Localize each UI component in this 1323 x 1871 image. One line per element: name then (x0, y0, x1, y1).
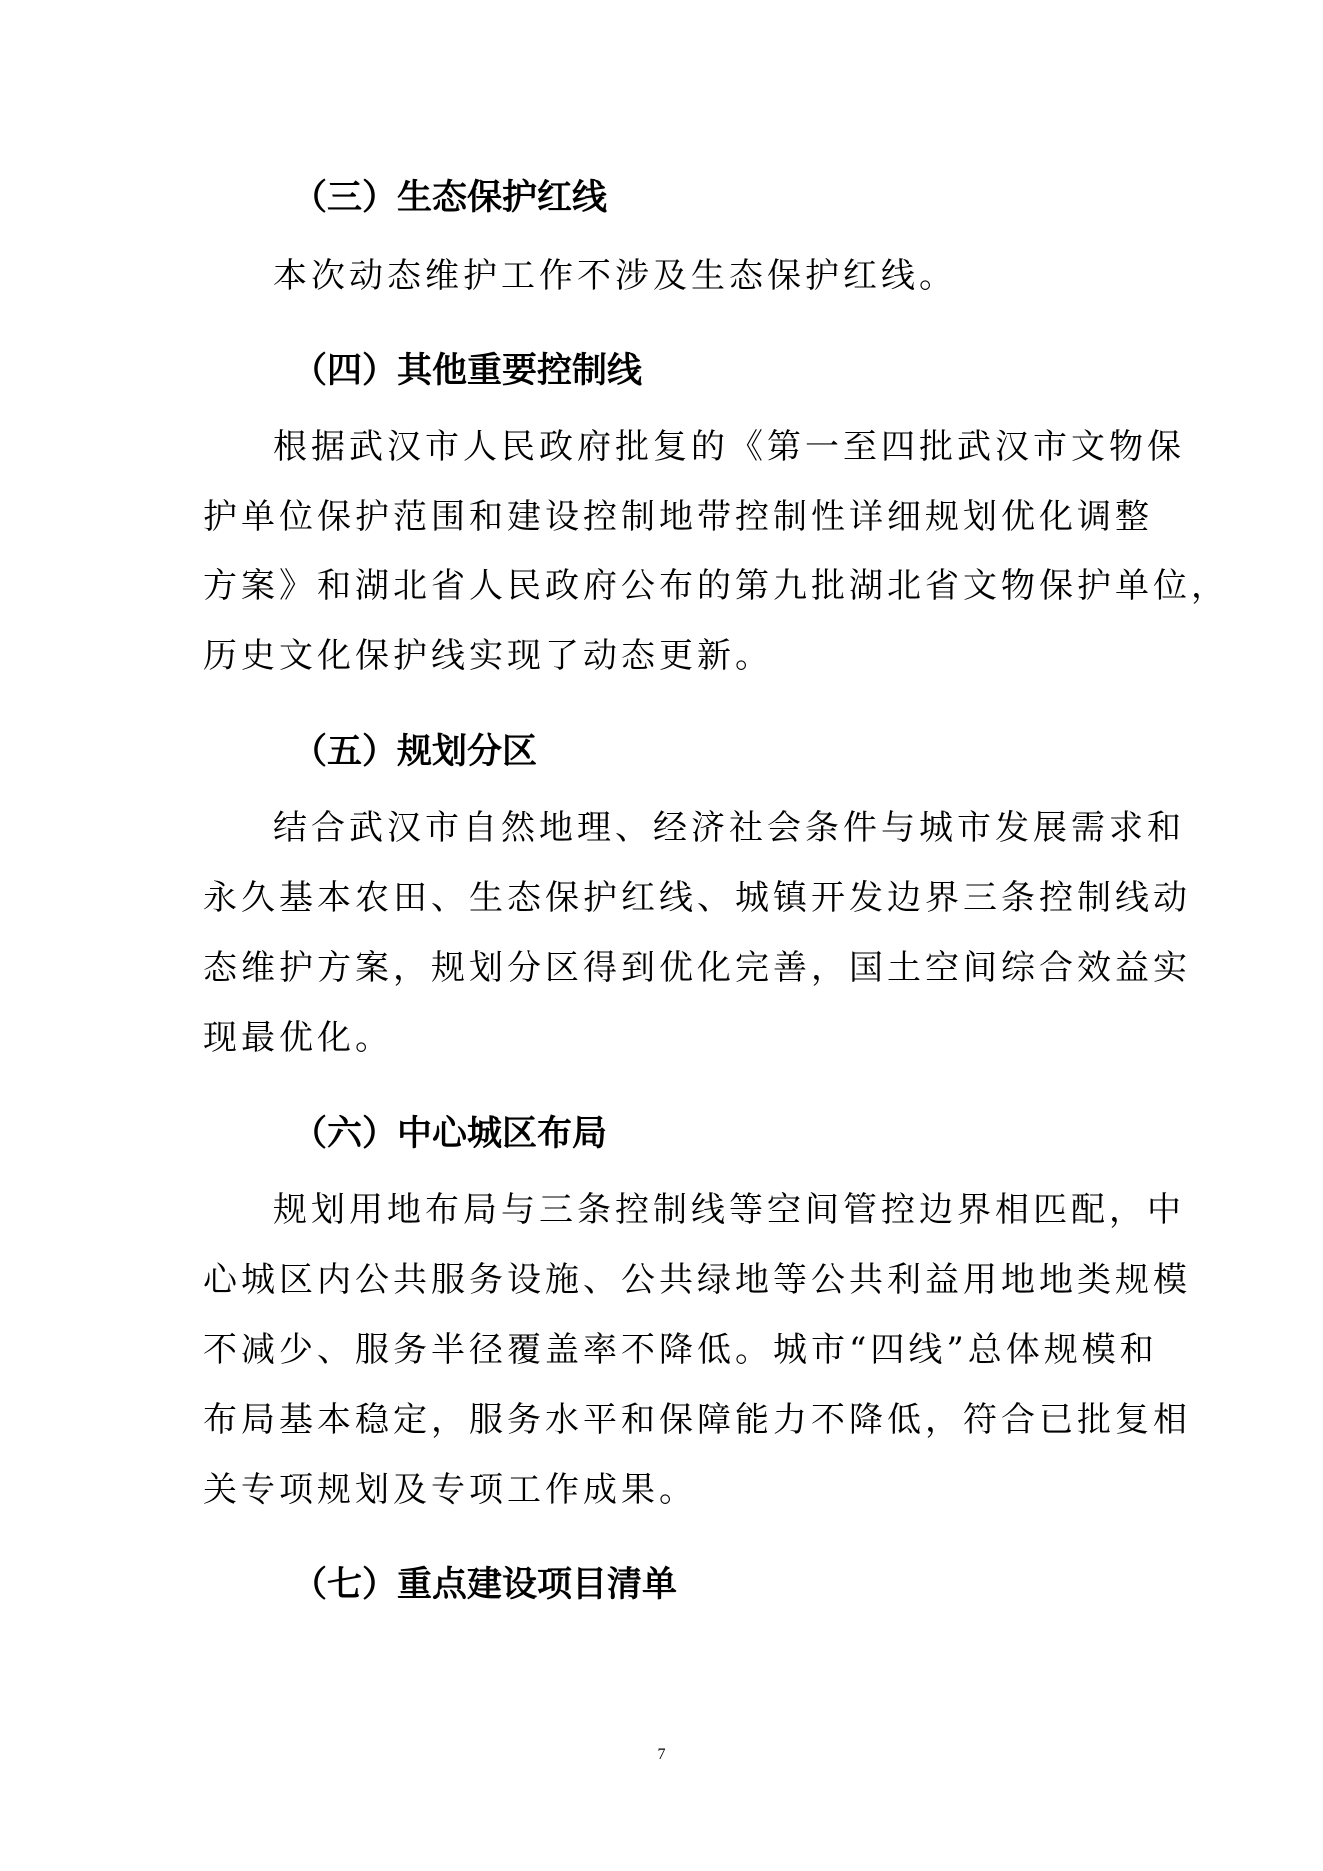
paragraph-line: 本次动态维护工作不涉及生态保护红线。 (273, 256, 957, 296)
paragraph-line: 永久基本农田、生态保护红线、城镇开发边界三条控制线动 (203, 878, 1191, 918)
paragraph-line: 历史文化保护线实现了动态更新。 (203, 636, 773, 676)
section-heading-3: （三）生态保护红线 (292, 178, 608, 218)
paragraph-line: 根据武汉市人民政府批复的《第一至四批武汉市文物保 (273, 427, 1185, 467)
paragraph-line: 结合武汉市自然地理、经济社会条件与城市发展需求和 (273, 808, 1185, 848)
paragraph-line: 不减少、服务半径覆盖率不降低。城市“四线”总体规模和 (203, 1330, 1158, 1370)
paragraph-line: 态维护方案，规划分区得到优化完善，国土空间综合效益实 (203, 948, 1191, 988)
section-heading-5: （五）规划分区 (292, 732, 538, 772)
paragraph-line: 布局基本稳定，服务水平和保障能力不降低，符合已批复相 (203, 1400, 1191, 1440)
page-number: 7 (657, 1746, 666, 1763)
section-heading-7: （七）重点建设项目清单 (292, 1565, 678, 1605)
paragraph-line: 心城区内公共服务设施、公共绿地等公共利益用地地类规模 (203, 1260, 1191, 1300)
paragraph-line: 方案》和湖北省人民政府公布的第九批湖北省文物保护单位， (203, 566, 1229, 606)
section-heading-4: （四）其他重要控制线 (292, 351, 643, 391)
paragraph-line: 关专项规划及专项工作成果。 (203, 1470, 697, 1510)
paragraph-line: 现最优化。 (203, 1018, 393, 1058)
section-heading-6: （六）中心城区布局 (292, 1114, 608, 1154)
paragraph-line: 护单位保护范围和建设控制地带控制性详细规划优化调整 (203, 497, 1153, 537)
paragraph-line: 规划用地布局与三条控制线等空间管控边界相匹配，中 (273, 1190, 1185, 1230)
